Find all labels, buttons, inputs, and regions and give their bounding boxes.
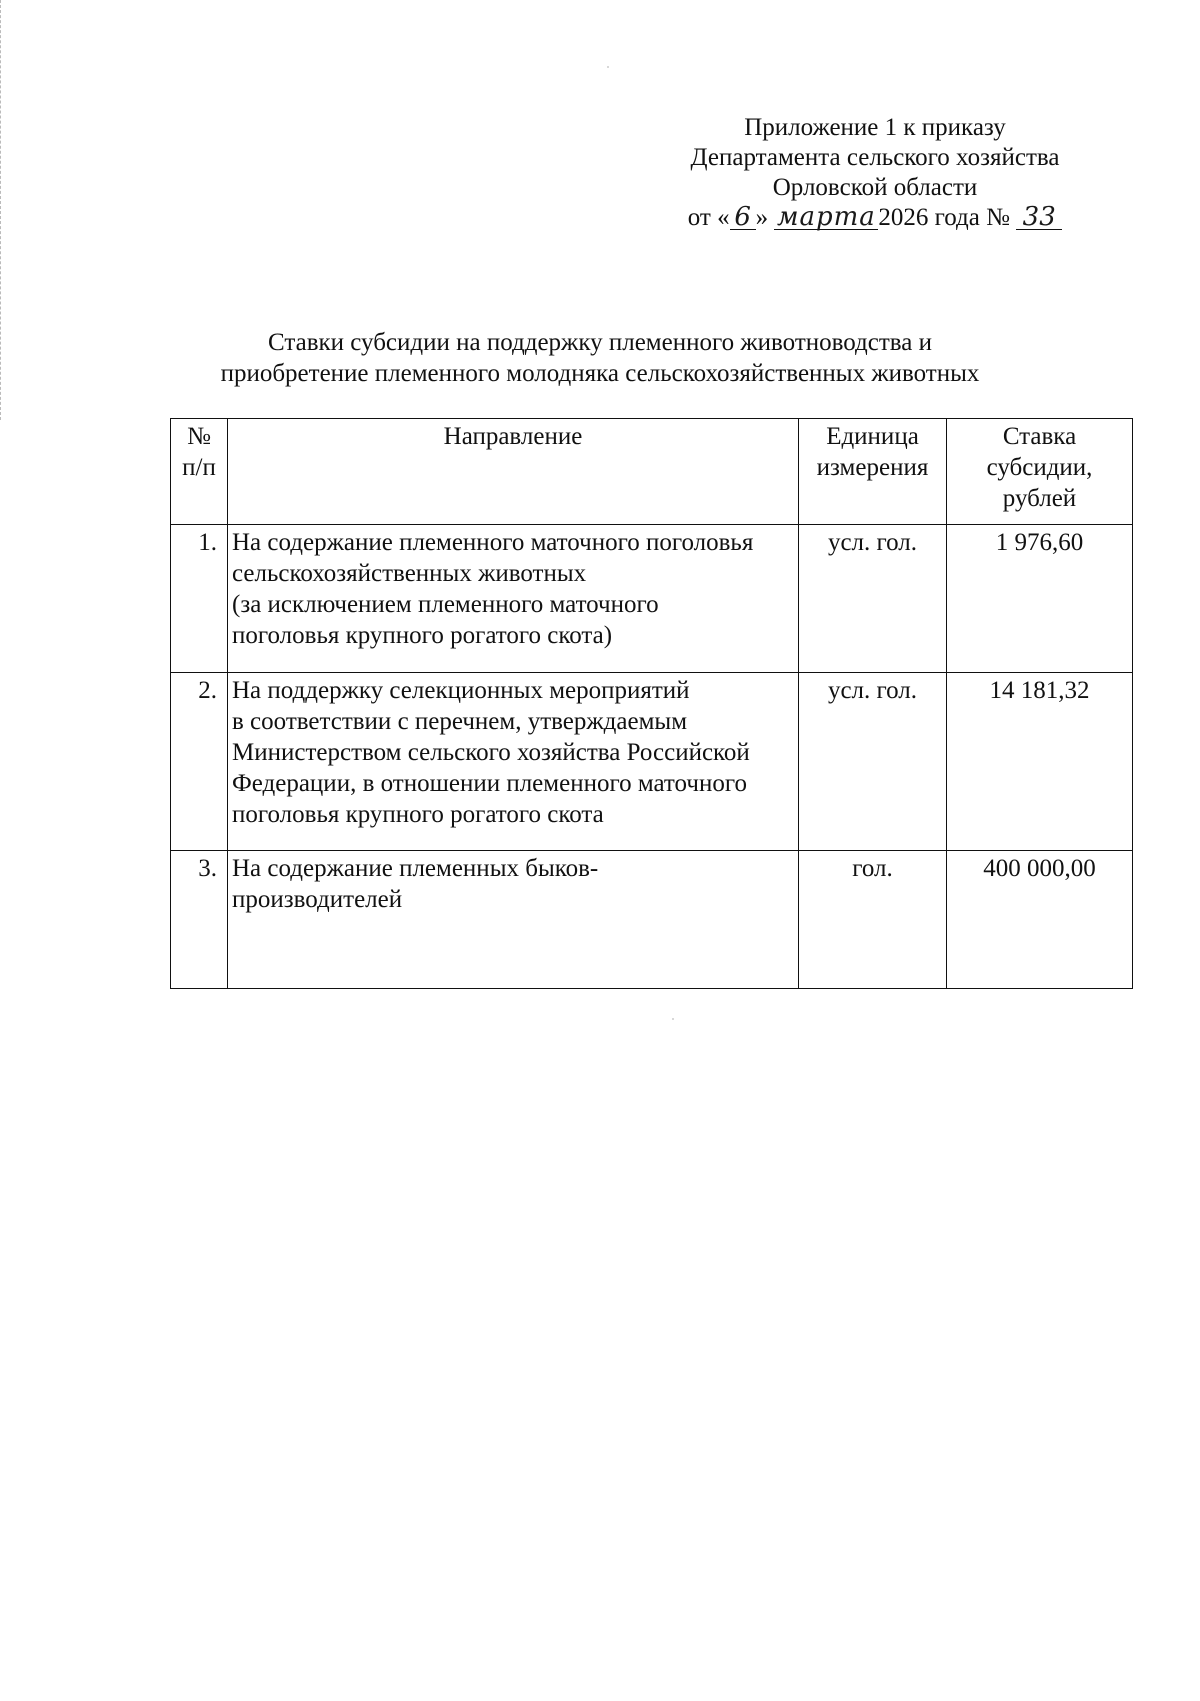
appendix-line-1: Приложение 1 к приказу <box>744 114 1006 141</box>
row-unit: усл. гол. <box>799 673 947 851</box>
appendix-date-line <box>640 203 1110 233</box>
row-unit: усл. гол. <box>799 525 947 673</box>
table-header-row <box>171 419 1133 525</box>
direction-line: Федерации, в отношении племенного маточного <box>232 770 747 797</box>
document-title <box>150 327 1050 389</box>
scan-speck <box>607 66 609 68</box>
handwritten-order-number: 33 <box>1016 205 1062 230</box>
subsidy-rates-table <box>170 418 1133 989</box>
row-number: 2. <box>171 673 228 851</box>
header-rate <box>947 419 1133 525</box>
direction-line: На содержание племенного маточного поголовья <box>232 529 754 556</box>
direction-line: производителей <box>232 886 403 913</box>
row-rate: 1 976,60 <box>947 525 1133 673</box>
direction-line: поголовья крупного рогатого скота <box>232 801 604 828</box>
header-rate-line-3: рублей <box>1002 485 1077 512</box>
direction-line: в соответствии с перечнем, утверждаемым <box>232 708 688 735</box>
row-number: 3. <box>171 851 228 989</box>
row-direction <box>228 851 799 989</box>
direction-line: Министерством сельского хозяйства Российской <box>232 739 750 766</box>
row-direction <box>228 673 799 851</box>
header-rate-line-1: Ставка <box>1002 423 1077 450</box>
table-row <box>171 673 1133 851</box>
header-num-line-2: п/п <box>182 454 216 481</box>
handwritten-day: 6 <box>730 205 756 230</box>
header-num <box>171 419 228 525</box>
scan-speck <box>672 1018 674 1020</box>
row-direction <box>228 525 799 673</box>
direction-line: (за исключением племенного маточного <box>232 591 659 618</box>
row-number: 1. <box>171 525 228 673</box>
row-unit: гол. <box>799 851 947 989</box>
title-line-1: Ставки субсидии на поддержку племенного животноводства и <box>268 329 932 356</box>
direction-line: На содержание племенных быков- <box>232 855 599 882</box>
header-unit-line-2: измерения <box>816 454 929 481</box>
direction-line: сельскохозяйственных животных <box>232 560 587 587</box>
table-row <box>171 851 1133 989</box>
row-rate: 14 181,32 <box>947 673 1133 851</box>
date-suffix: 2026 года № <box>878 204 1010 231</box>
appendix-header <box>640 113 1110 233</box>
date-prefix: от « <box>687 204 730 231</box>
direction-line: На поддержку селекционных мероприятий <box>232 677 690 704</box>
header-unit <box>799 419 947 525</box>
scan-edge-mark <box>0 0 4 420</box>
table-row <box>171 525 1133 673</box>
appendix-line-2: Департамента сельского хозяйства <box>690 144 1060 171</box>
direction-line: поголовья крупного рогатого скота) <box>232 622 613 649</box>
title-line-2: приобретение племенного молодняка сельскохозяйственных животных <box>220 360 980 387</box>
row-rate: 400 000,00 <box>947 851 1133 989</box>
header-num-line-1: № <box>187 423 211 450</box>
appendix-line-3: Орловской области <box>772 174 978 201</box>
header-direction: Направление <box>228 419 799 525</box>
handwritten-month: марта <box>774 205 878 230</box>
date-mid: » <box>755 204 769 231</box>
header-rate-line-2: субсидии, <box>986 454 1093 481</box>
header-unit-line-1: Единица <box>826 423 919 450</box>
